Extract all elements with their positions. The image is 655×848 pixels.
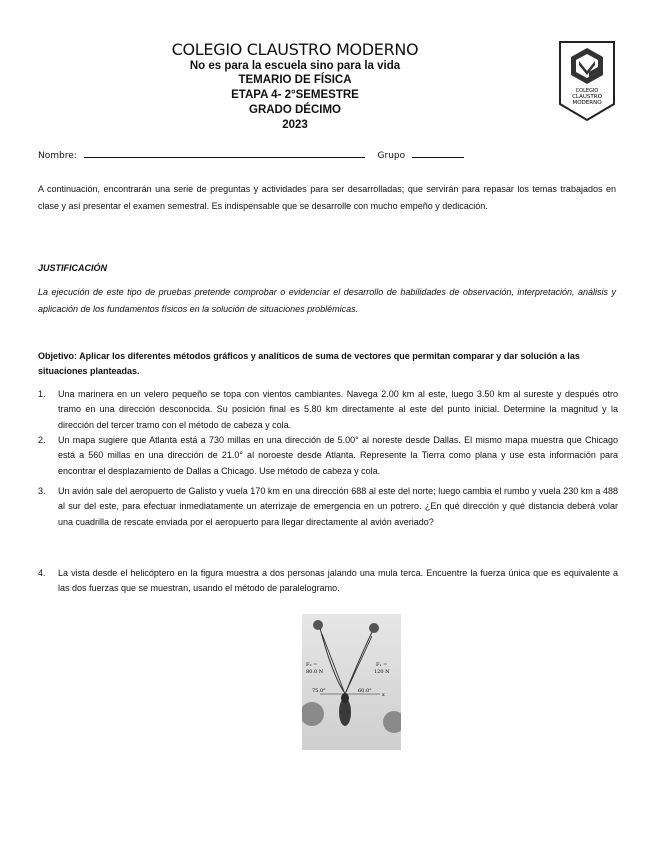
f1-value: 120 N — [374, 669, 390, 675]
justification-heading: JUSTIFICACIÓN — [38, 263, 108, 273]
grade-title: GRADO DÉCIMO — [249, 104, 341, 116]
person-left — [313, 620, 323, 630]
person-right — [369, 623, 379, 633]
question-text: Un mapa sugiere que Atlanta está a 730 millas en una dirección de 5.00° al noreste desde Dallas. El mismo mapa muestra que Chicago está a 560 millas en una dirección de 21.0° al noroeste desde Atlanta. Represente la Tierra como plana y use esta información para encontrar el desplazamiento de Dallas a Chicago. Use método de cabeza y cola. — [58, 435, 618, 476]
logo-text-1: COLEGIO — [575, 88, 599, 94]
angle-left-label: 75.0° — [312, 688, 326, 694]
question-text: Una marinera en un velero pequeño se topa con vientos cambiantes. Navega 2.00 km al este, luego 3.50 km al sureste y después otro tramo en una dirección desconocida. Su posición final es 5.80 km directamente al este del punto inicial. Determine la magnitud y la dirección del tercer tramo con el método de cabeza y cola. — [58, 389, 618, 430]
angle-right-label: 60.0° — [358, 688, 372, 694]
question-1 — [38, 387, 618, 433]
school-name: COLEGIO CLAUSTRO MODERNO — [171, 40, 419, 59]
mule-forces-figure — [302, 614, 401, 750]
question-text: Un avión sale del aeropuerto de Galisto y vuela 170 km en una dirección 688 al este del norte; luego cambia el rumbo y vuela 230 km a 488 al sur del este, para efectuar inmediatamente un aterrizaje de emergencia en un potrero. ¿En qué dirección y qué distancia deberá volar una cuadrilla de rescate enviada por el aeropuerto para llegar directamente al avión averiado? — [58, 486, 618, 527]
question-number: 1. — [38, 389, 46, 399]
question-3 — [38, 484, 618, 530]
name-label: Nombre: — [38, 151, 77, 161]
question-text: La vista desde el helicóptero en la figura muestra a dos personas jalando una mula terca. Encuentre la fuerza única que es equivalente a las dos fuerzas que se muestran, usando el método de paralelogramo. — [58, 568, 618, 594]
school-logo — [558, 40, 616, 122]
logo-text-2: CLAUSTRO — [572, 94, 602, 100]
school-motto: No es para la escuela sino para la vida — [189, 60, 401, 72]
justification-text: La ejecución de este tipo de pruebas pretende comprobar o evidenciar el desarrollo de habilidades de observación, interpretación, análisis y aplicación de los fundamentos físicos en la solución de situaciones problémicas. — [38, 287, 616, 314]
name-field[interactable] — [84, 149, 365, 158]
question-number: 2. — [38, 435, 46, 445]
f1-label: F₁ = — [376, 662, 388, 668]
subject-title: TEMARIO DE FÍSICA — [238, 74, 352, 86]
x-axis-label: x — [382, 692, 385, 698]
f2-label: F₂ = — [306, 662, 318, 668]
question-2 — [38, 433, 618, 479]
group-label: Grupo — [377, 151, 406, 161]
stage-title: ETAPA 4- 2°SEMESTRE — [231, 89, 359, 101]
year-title: 2023 — [282, 119, 308, 131]
question-number: 4. — [38, 568, 46, 578]
student-form — [38, 149, 464, 161]
logo-text-3: MODERNO — [572, 100, 602, 106]
f2-value: 80.0 N — [306, 669, 324, 675]
mule-head — [341, 693, 349, 703]
objective-text: Objetivo: Aplicar los diferentes métodos gráficos y analíticos de suma de vectores que permitan comparar y dar solución a las situaciones planteadas. — [38, 351, 580, 376]
question-number: 3. — [38, 486, 46, 496]
question-4 — [38, 566, 618, 597]
group-field[interactable] — [412, 149, 464, 158]
intro-paragraph: A continuación, encontrarán una serie de preguntas y actividades para ser desarrolladas; que servirán para repasar los temas trabajados en clase y así presentar el examen semestral. Es indispensable que se desarrolle con mucho empeño y dedicación. — [38, 184, 616, 211]
